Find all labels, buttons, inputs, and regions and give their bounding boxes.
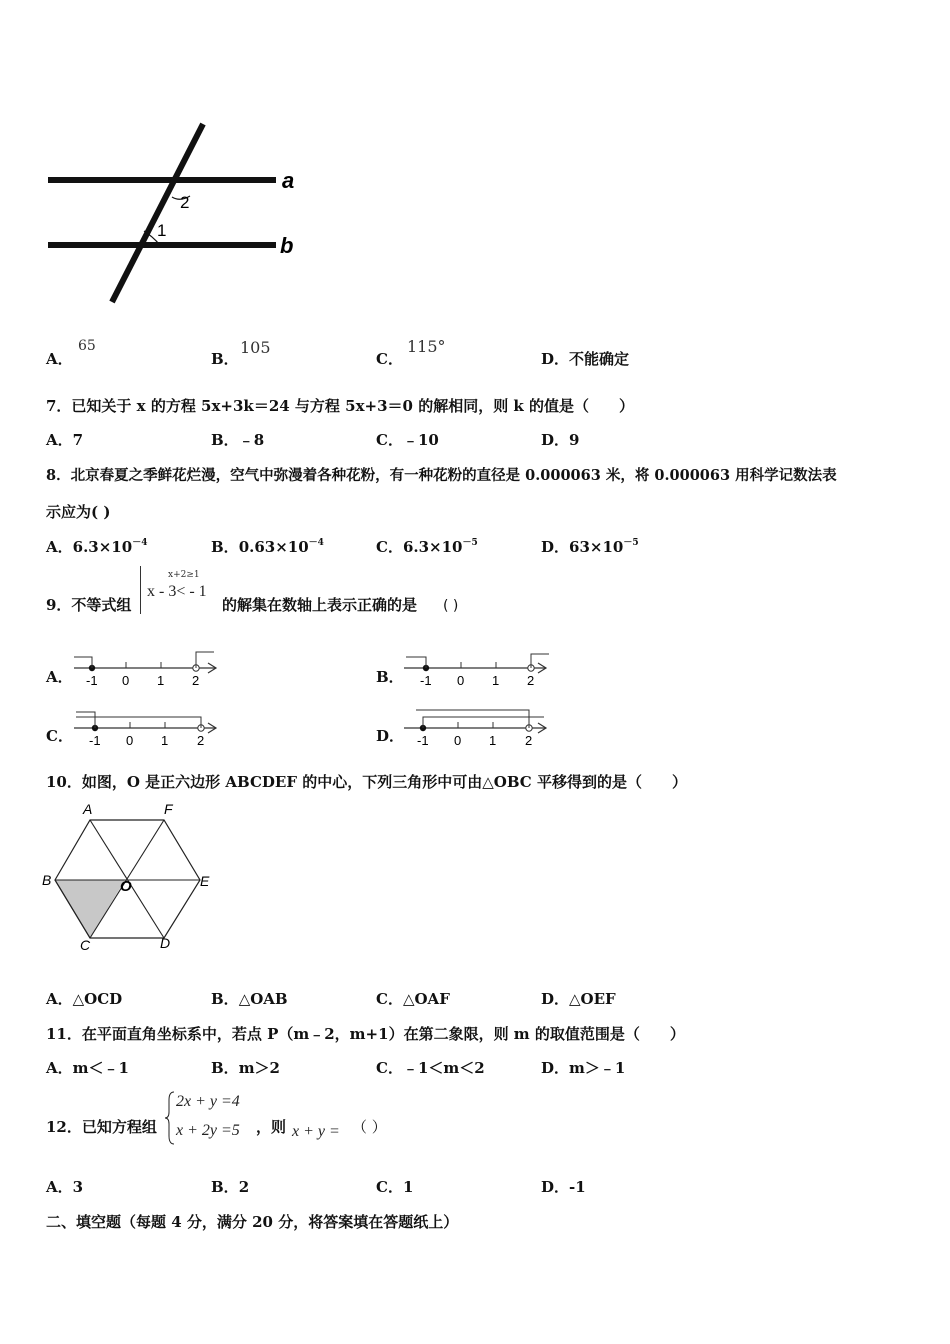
angle-1-label: 1 (157, 221, 167, 240)
option-text: △OAB (238, 990, 288, 1008)
svg-text:1: 1 (492, 673, 500, 688)
q9-option-c-number-line (74, 708, 224, 750)
q7-option-d[interactable] (541, 429, 579, 450)
option-text: 1 (402, 1178, 414, 1196)
label-a: a (282, 168, 295, 193)
q9-option-c[interactable]: C． (46, 727, 73, 745)
q8-option-c[interactable] (376, 535, 478, 557)
q6-option-c[interactable] (376, 348, 403, 369)
option-text: ﹣8 (238, 431, 265, 449)
q12-expr: x + y = (292, 1123, 340, 1140)
svg-text:0: 0 (454, 733, 462, 748)
svg-text:A: A (83, 801, 93, 817)
q9-option-d[interactable]: D． (376, 727, 405, 745)
option-letter: C． (376, 1059, 403, 1077)
option-base: 63×10 (569, 538, 624, 556)
option-letter: A． (46, 1178, 73, 1196)
q9-suffix: 的解集在数轴上表示正确的是 (222, 596, 418, 614)
section2-title: 二、填空题（每题 4 分，满分 20 分，将答案填在答题纸上） (46, 1213, 459, 1231)
option-text: 9 (569, 431, 580, 449)
svg-text:2: 2 (525, 733, 533, 748)
option-base: 0.63×10 (238, 538, 309, 556)
q12-brace (164, 1090, 176, 1146)
option-exponent: －5 (623, 538, 639, 548)
option-exponent: －4 (308, 538, 324, 548)
option-letter: C． (376, 431, 403, 449)
option-text: △OAF (402, 990, 450, 1008)
option-letter: A． (46, 431, 73, 449)
svg-text:F: F (164, 801, 173, 817)
svg-text:C: C (80, 937, 91, 953)
q9-answer-paren: ( ) (443, 598, 459, 614)
q12-answer-paren: （ ） (352, 1118, 387, 1136)
svg-text:0: 0 (126, 733, 134, 748)
q10-stem: 10．如图，O 是正六边形 ABCDEF 的中心，下列三角形中可由△OBC 平移得到的是（ ） (46, 773, 687, 791)
q11-option-c[interactable] (376, 1057, 485, 1078)
option-text: ﹣1＜m＜2 (402, 1059, 485, 1077)
option-base: 6.3×10 (72, 538, 133, 556)
svg-text:O: O (120, 878, 132, 895)
option-text: 2 (238, 1178, 250, 1196)
q6-option-a-value: 65 (78, 338, 96, 354)
option-letter: D． (541, 990, 570, 1008)
svg-text:B: B (42, 872, 52, 888)
q9-prefix: 9．不等式组 (46, 596, 132, 614)
option-letter: D． (541, 1178, 570, 1196)
option-text: △OCD (72, 990, 123, 1008)
q7-option-c[interactable] (376, 429, 439, 450)
q12-option-d[interactable] (541, 1176, 586, 1197)
q7-option-a[interactable] (46, 429, 83, 450)
svg-text:2: 2 (197, 733, 205, 748)
q8-option-a[interactable] (46, 535, 147, 557)
option-letter: D． (541, 1059, 570, 1077)
option-letter: D． (541, 350, 570, 368)
option-letter: C． (376, 350, 403, 368)
q12-eq2: x + 2y =5 (176, 1122, 240, 1139)
option-text: m＞﹣1 (569, 1059, 626, 1077)
option-letter: C． (376, 538, 403, 556)
option-letter: C． (376, 990, 403, 1008)
q6-option-d[interactable] (541, 348, 629, 369)
svg-text:2: 2 (527, 673, 535, 688)
option-exponent: －4 (132, 538, 148, 548)
svg-text:-1: -1 (86, 673, 98, 688)
option-letter: B． (211, 350, 239, 368)
q8-option-d[interactable] (541, 535, 639, 557)
svg-text:1: 1 (157, 673, 165, 688)
svg-text:1: 1 (489, 733, 497, 748)
q8-option-b[interactable] (211, 535, 324, 557)
q11-stem: 11．在平面直角坐标系中，若点 P（m﹣2，m+1）在第二象限，则 m 的取值范围是（ ） (46, 1025, 685, 1043)
svg-text:-1: -1 (417, 733, 429, 748)
option-letter: B． (211, 538, 239, 556)
option-letter: B． (211, 990, 239, 1008)
q8-stem-line2: 示应为( ) (46, 503, 111, 521)
option-letter: A． (46, 1059, 73, 1077)
q9-option-b-number-line (404, 648, 554, 690)
option-letter: B． (211, 1059, 239, 1077)
q12-option-a[interactable] (46, 1176, 83, 1197)
option-letter: C． (376, 1178, 403, 1196)
q6-option-a[interactable] (46, 348, 73, 369)
svg-text:-1: -1 (89, 733, 101, 748)
q10-option-a[interactable] (46, 988, 122, 1009)
svg-text:0: 0 (122, 673, 130, 688)
q10-option-b[interactable] (211, 988, 288, 1009)
q12-prefix: 12．已知方程组 (46, 1118, 157, 1136)
svg-text:D: D (160, 935, 171, 951)
option-text: △OEF (569, 990, 616, 1008)
q7-stem: 7．已知关于 x 的方程 5x+3k＝24 与方程 5x+3＝0 的解相同，则 k 的值是（ ） (46, 397, 635, 415)
svg-text:E: E (200, 873, 210, 889)
label-b: b (280, 233, 294, 258)
q8-stem-line1: 8．北京春夏之季鲜花烂漫，空气中弥漫着各种花粉，有一种花粉的直径是 0.000063 米，将 0.000063 用科学记数法表 (46, 467, 837, 484)
option-text: m＜﹣1 (72, 1059, 129, 1077)
option-text: 3 (72, 1178, 84, 1196)
svg-text:0: 0 (457, 673, 465, 688)
q12-eq1: 2x + y =4 (176, 1093, 240, 1110)
option-text: 不能确定 (569, 350, 630, 368)
q9-system-bottom: x - 3< - 1 (147, 583, 207, 600)
q12-option-b[interactable] (211, 1176, 249, 1197)
option-text: -1 (569, 1178, 586, 1196)
option-letter: A． (46, 990, 73, 1008)
q7-option-b[interactable] (211, 429, 264, 450)
option-text: ﹣10 (402, 431, 439, 449)
q11-option-a[interactable] (46, 1057, 129, 1078)
option-text: m＞2 (238, 1059, 280, 1077)
option-base: 6.3×10 (402, 538, 463, 556)
angle-2-label: 2 (180, 193, 190, 212)
option-letter: A． (46, 350, 73, 368)
q6-option-c-value: 115° (407, 337, 446, 356)
q9-option-b[interactable]: B． (376, 668, 404, 686)
q12-option-c[interactable] (376, 1176, 413, 1197)
q11-option-b[interactable] (211, 1057, 280, 1078)
q10-option-d[interactable] (541, 988, 616, 1009)
q9-option-a[interactable]: A． (46, 668, 73, 686)
option-text: 7 (72, 431, 84, 449)
svg-text:1: 1 (161, 733, 169, 748)
q11-option-d[interactable] (541, 1057, 625, 1078)
svg-text:-1: -1 (420, 673, 432, 688)
transversal (112, 124, 203, 302)
option-letter: D． (541, 431, 570, 449)
option-letter: D． (541, 538, 570, 556)
option-letter: B． (211, 1178, 239, 1196)
q9-option-a-number-line (74, 648, 224, 690)
q9-system-top: x+2≥1 (168, 570, 200, 580)
q10-option-c[interactable] (376, 988, 450, 1009)
parallel-lines-figure (40, 118, 310, 308)
q6-option-b-value: 105 (240, 338, 271, 357)
q12-mid: ，则 (256, 1118, 287, 1136)
option-letter: B． (211, 431, 239, 449)
q6-option-b[interactable] (211, 348, 239, 369)
option-letter: A． (46, 538, 73, 556)
option-exponent: －5 (462, 538, 478, 548)
q9-option-d-number-line (404, 706, 554, 750)
svg-text:2: 2 (192, 673, 200, 688)
hexagon-figure (40, 798, 220, 953)
